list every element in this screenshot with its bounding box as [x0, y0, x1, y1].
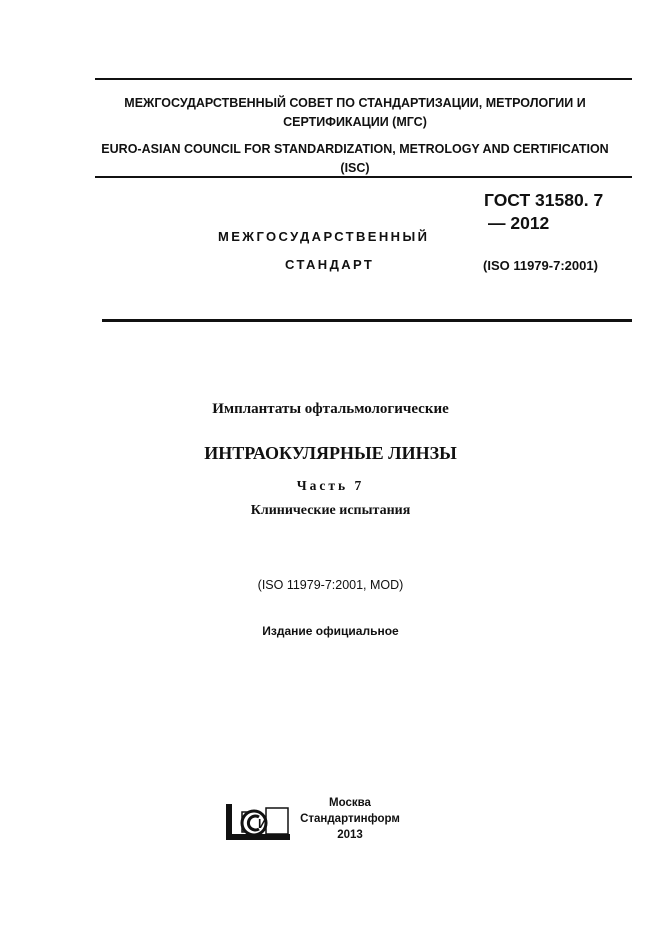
standard-type-line1: МЕЖГОСУДАРСТВЕННЫЙ [218, 229, 430, 244]
title-block-rule [102, 319, 632, 322]
document-category: Имплантаты офтальмологические [212, 401, 449, 417]
edition-label: Издание официальное [262, 624, 399, 638]
publisher-city: Москва [329, 797, 371, 809]
document-title: ИНТРАОКУЛЯРНЫЕ ЛИНЗЫ [204, 443, 457, 463]
document-subtitle: Клинические испытания [250, 503, 411, 518]
publisher-name: Стандартинформ [300, 813, 400, 825]
iso-reference: (ISO 11979-7:2001) [483, 258, 598, 273]
council-name-ru: МЕЖГОСУДАРСТВЕННЫЙ СОВЕТ ПО СТАНДАРТИЗАЦИИ, МЕТРОЛОГИИ И СЕРТИФИКАЦИИ (МГС) [124, 96, 586, 129]
top-rule [95, 78, 632, 80]
iso-modification: (ISO 11979-7:2001, MOD) [257, 578, 404, 592]
standard-number-line2: — 2012 [488, 213, 550, 233]
standard-type-line2: СТАНДАРТ [285, 257, 375, 272]
header-divider [95, 176, 632, 178]
standartinform-logo-icon [226, 804, 290, 840]
publisher-year: 2013 [337, 829, 363, 841]
svg-text:И: И [258, 816, 268, 831]
council-name-en: EURO-ASIAN COUNCIL FOR STANDARDIZATION, METROLOGY AND CERTIFICATION (ISC) [101, 142, 609, 175]
document-part: Часть 7 [296, 478, 365, 493]
publisher-block [290, 795, 410, 843]
standard-number-line1: ГОСТ 31580. 7 [484, 190, 604, 210]
